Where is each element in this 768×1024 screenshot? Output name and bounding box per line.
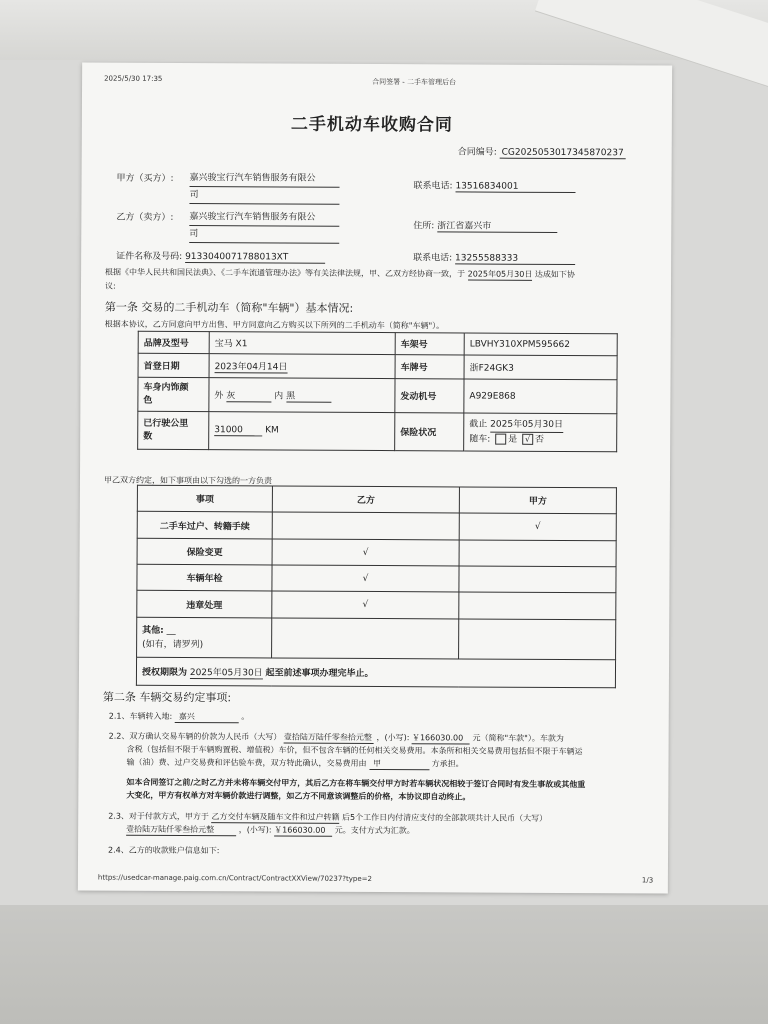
duties-intro: 甲乙双方约定，如下事项由以下勾选的一方负责 <box>103 475 273 486</box>
color-value: 外 灰 内 黑 <box>209 378 395 413</box>
duties-col-a: 甲方 <box>459 487 616 514</box>
print-timestamp: 2025/5/30 17:35 <box>104 74 163 83</box>
party-b-address: 住所: 浙江省嘉兴市 <box>413 218 557 233</box>
contract-number <box>458 144 626 159</box>
duty-row: 违章处理 √ <box>137 590 616 620</box>
party-a-name: 嘉兴骏宝行汽车销售服务有限公 司 <box>189 170 339 205</box>
contract-number-value: CG2025053017345870237 <box>500 148 626 160</box>
desk-background-bottom <box>0 905 768 1024</box>
party-a-label: 甲方（买方）: <box>116 173 174 184</box>
plate-value: 浙F24GK3 <box>464 355 617 380</box>
contract-page <box>78 62 672 893</box>
print-app-title: 合同签署 - 二手车管理后台 <box>372 77 457 87</box>
clause-2-2-notice-2: 大变化，甲方有权单方对车辆价款进行调整，如乙方不同意该调整后的价格，本协议即自动终止。 <box>126 790 471 802</box>
mileage-value: 31000 KM <box>209 412 395 451</box>
legal-basis: 根据《中华人民共和国民法典》、《二手车流通管理办法》等有关法律法规，甲、乙双方经协商一致，于 2025年05月30日 达成如下协 <box>105 267 575 280</box>
party-b-name: 嘉兴骏宝行汽车销售服务有限公 司 <box>189 209 339 244</box>
duty-row: 二手车过户、转籍手续 √ <box>137 511 616 541</box>
duties-table <box>136 485 617 689</box>
clause-2-4: 2.4、乙方的收款账户信息如下: <box>108 845 220 856</box>
clause-2-3-line-2: 壹拾陆万陆仟零叁拾元整 ，(小写): ￥166030.00 元。支付方式为汇款。 <box>126 824 415 836</box>
clause-2-3: 2.3、对于付款方式，甲方于 乙方交付车辆及随车文件和过户转籍 后5个工作日内付清应支付的全部款项共计人民币（大写） <box>108 811 548 823</box>
engine-value: A929E868 <box>464 379 617 414</box>
duties-col-b: 乙方 <box>272 486 459 513</box>
section-1-title: 第一条 交易的二手机动车（简称"车辆"）基本情况: <box>104 300 354 315</box>
vin-label: 车架号 <box>395 333 464 355</box>
vin-value: LBVHY310XPM595662 <box>464 333 617 356</box>
clause-2-1: 2.1、车辆转入地: 嘉兴 。 <box>108 711 250 722</box>
vehicle-info-table <box>137 331 618 453</box>
brand-label: 品牌及型号 <box>138 331 209 353</box>
party-b-label: 乙方（卖方）: <box>116 212 174 223</box>
duty-other: 其他: __ (如有，请罗列) <box>137 617 272 658</box>
insurance-label: 保险状况 <box>395 413 464 451</box>
clause-2-2: 2.2、双方确认交易车辆的价款为人民币（大写） 壹拾陆万陆仟零叁拾元整 ，(小写): ￥166030.00 元（简称"车款"）。车款为 <box>108 731 564 743</box>
contract-number-label: 合同编号: <box>457 147 497 158</box>
reg-date-label: 首登日期 <box>138 353 209 377</box>
engine-label: 发动机号 <box>395 379 464 413</box>
color-label: 车身内饰颜 色 <box>138 377 209 411</box>
contract-title: 二手机动车收购合同 <box>290 114 453 136</box>
insurance-value: 截止 2025年05月30日 随车: 是 √ 否 <box>464 413 617 452</box>
section-2-title: 第二条 车辆交易约定事项: <box>102 690 232 705</box>
mileage-label: 已行驶公里 数 <box>138 411 209 449</box>
brand-value: 宝马 X1 <box>209 332 395 355</box>
footer-url: https://usedcar-manage.paig.com.cn/Contract/ContractXXView/70237?type=2 <box>97 873 372 883</box>
footer-page-number: 1/3 <box>641 876 654 885</box>
clause-2-2-line-2: 含税（包括但不限于车辆购置税、增值税）车价，但不包含车辆的任何相关交易费用。本条所和相关交易费用包括但不限于车辆运 <box>126 744 583 757</box>
party-b-phone: 联系电话: 13255588333 <box>413 250 575 265</box>
duties-col-item: 事项 <box>137 485 272 512</box>
with-car-yes-checkbox <box>495 434 506 445</box>
section-1-intro: 根据本协议，乙方同意向甲方出售、甲方同意向乙方购买以下所列的二手机动车（简称"车辆"）。 <box>104 319 445 331</box>
duty-row: 车辆年检 √ <box>137 564 616 593</box>
id-number: 证件名称及号码: 9133040071788013XT <box>116 249 325 264</box>
reg-date-value: 2023年04月14日 <box>209 354 395 379</box>
with-car-no-checkbox: √ <box>522 434 533 445</box>
clause-2-2-notice-1: 如本合同签订之前/之时乙方并未将车辆交付甲方，其后乙方在将车辆交付甲方时若车辆状况相较于签订合同时有发生事故或其他重 <box>126 777 586 790</box>
clause-2-2-line-3: 输（油）费、过户交易费和评估验车费，双方特此确认，交易费用由 甲 方承担。 <box>126 757 464 769</box>
duty-row: 保险变更 √ <box>137 538 616 567</box>
party-a-phone: 联系电话: 13516834001 <box>413 178 575 193</box>
authorization-period: 授权期限为 2025年05月30日 起至前述事项办理完毕止。 <box>136 657 615 688</box>
plate-label: 车牌号 <box>395 355 464 379</box>
legal-basis-end: 议: <box>104 281 116 291</box>
